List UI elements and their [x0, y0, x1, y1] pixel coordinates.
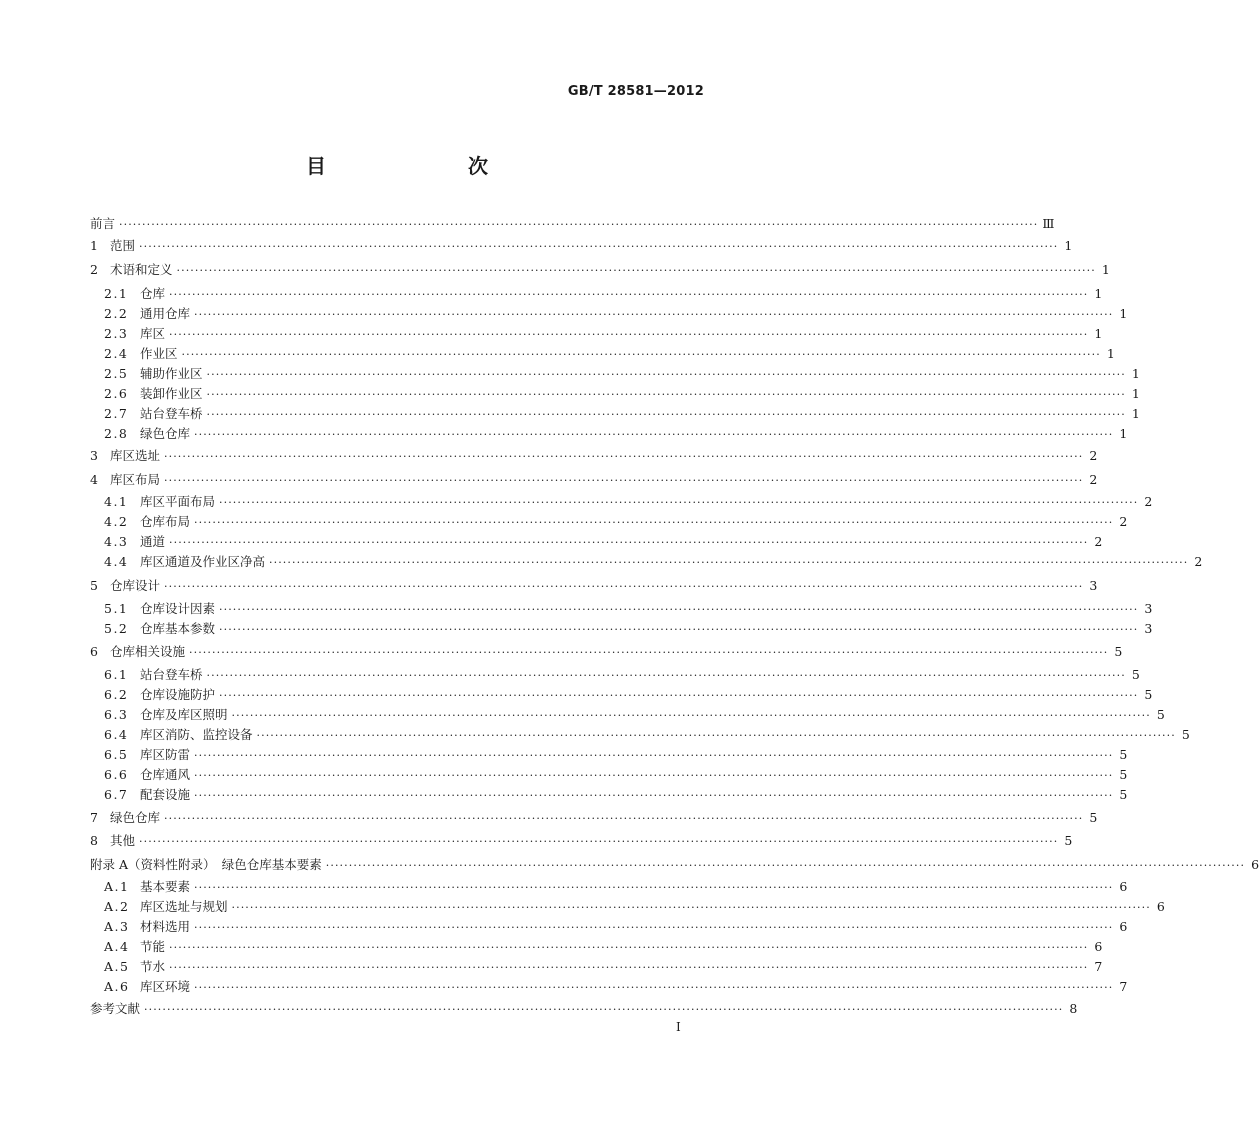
toc-entry-number: 4.3	[104, 534, 129, 549]
toc-entry[interactable]	[90, 599, 1153, 619]
toc-entry[interactable]	[90, 745, 1128, 765]
toc-entry-label: 库区通道及作业区净高	[140, 554, 266, 569]
toc-entry-label: 仓库设施防护	[140, 687, 216, 702]
toc-entry-label: 站台登车桥	[140, 667, 203, 682]
toc-entry-number: 5	[90, 578, 98, 593]
toc-entry[interactable]	[90, 214, 1055, 234]
toc-entry-page: 5	[1089, 810, 1098, 825]
toc-leader-dots: ········································································································································································································	[181, 348, 1101, 361]
toc-leader-dots: ········································································································································································································	[194, 428, 1114, 441]
toc-entry-label: 附录 A（资料性附录） 绿色仓库基本要素	[90, 857, 322, 872]
toc-entry-number: 8	[90, 833, 98, 848]
toc-entry-label: 基本要素	[140, 879, 191, 894]
toc-entry-number: 6.5	[104, 747, 129, 762]
toc-entry[interactable]	[90, 725, 1190, 745]
toc-leader-dots: ········································································································································································································	[169, 961, 1089, 974]
toc-entry-number: 2.4	[104, 346, 129, 361]
toc-leader-dots: ········································································································································································································	[194, 981, 1114, 994]
toc-entry-page: 2	[1089, 472, 1098, 487]
toc-entry-page: 1	[1094, 326, 1103, 341]
toc-leader-dots: ········································································································································································································	[144, 1003, 1064, 1016]
toc-leader-dots: ········································································································································································································	[206, 669, 1126, 682]
toc-entry-label: 范围	[110, 238, 136, 253]
toc-entry-number: 2.6	[104, 386, 129, 401]
toc-entry-page: Ⅲ	[1042, 216, 1055, 231]
toc-entry[interactable]	[90, 284, 1103, 304]
toc-entry-page: 1	[1119, 426, 1128, 441]
toc-leader-dots: ········································································································································································································	[194, 881, 1114, 894]
toc-entry-label: 仓库相关设施	[110, 644, 186, 659]
toc-entry[interactable]	[90, 977, 1128, 997]
toc-entry-number: 6.7	[104, 787, 129, 802]
toc-entry-number: 2.3	[104, 326, 129, 341]
toc-entry-number: 5.1	[104, 601, 129, 616]
toc-entry[interactable]	[90, 384, 1140, 404]
toc-entry[interactable]	[90, 999, 1078, 1019]
toc-leader-dots: ········································································································································································································	[206, 368, 1126, 381]
toc-entry-label: 仓库布局	[140, 514, 191, 529]
toc-entry[interactable]	[90, 552, 1203, 572]
toc-leader-dots: ········································································································································································································	[139, 835, 1059, 848]
toc-leader-dots: ········································································································································································································	[256, 729, 1176, 742]
toc-entry-number: A.3	[104, 919, 130, 934]
toc-entry-number: 4.1	[104, 494, 129, 509]
toc-leader-dots: ········································································································································································································	[194, 516, 1114, 529]
toc-entry-page: 1	[1094, 286, 1103, 301]
toc-entry-label: 术语和定义	[110, 262, 173, 277]
toc-entry[interactable]	[90, 324, 1103, 344]
toc-entry-number: A.6	[104, 979, 130, 994]
toc-entry[interactable]	[90, 304, 1128, 324]
toc-entry-number: 6	[90, 644, 98, 659]
toc-leader-dots: ········································································································································································································	[176, 264, 1096, 277]
toc-entry-label: 仓库通风	[140, 767, 191, 782]
toc-entry-number: A.1	[104, 879, 130, 894]
toc-entry[interactable]	[90, 236, 1073, 256]
toc-entry-label: 其他	[110, 833, 136, 848]
toc-entry[interactable]	[90, 492, 1153, 512]
toc-entry-number: 4.2	[104, 514, 129, 529]
toc-entry-page: 2	[1119, 514, 1128, 529]
toc-entry-page: 6	[1119, 879, 1128, 894]
toc-leader-dots: ········································································································································································································	[189, 646, 1109, 659]
toc-leader-dots: ········································································································································································································	[119, 218, 1039, 231]
toc-entry-label: 配套设施	[140, 787, 191, 802]
toc-entry[interactable]	[90, 785, 1128, 805]
toc-entry-page: 1	[1131, 366, 1140, 381]
toc-entry-label: 仓库设计因素	[140, 601, 216, 616]
standard-code: GB/T 28581—2012	[567, 84, 704, 99]
toc-entry-page: 2	[1144, 494, 1153, 509]
toc-entry-label: 仓库设计	[110, 578, 161, 593]
toc-entry-label: 库区	[140, 326, 166, 341]
toc-leader-dots: ········································································································································································································	[206, 408, 1126, 421]
toc-leader-dots: ········································································································································································································	[194, 749, 1114, 762]
toc-entry[interactable]	[90, 957, 1103, 977]
toc-entry[interactable]	[90, 619, 1153, 639]
toc-leader-dots: ········································································································································································································	[219, 496, 1139, 509]
toc-entry-label: 装卸作业区	[140, 386, 203, 401]
toc-leader-dots: ········································································································································································································	[169, 536, 1089, 549]
toc-entry[interactable]	[90, 937, 1103, 957]
toc-leader-dots: ········································································································································································································	[206, 388, 1126, 401]
toc-entry-page: 5	[1144, 687, 1153, 702]
toc-entry[interactable]	[90, 404, 1140, 424]
toc-entry[interactable]	[90, 344, 1115, 364]
toc-entry-page: 5	[1131, 667, 1140, 682]
toc-entry-label: 材料选用	[140, 919, 191, 934]
toc-leader-dots: ········································································································································································································	[169, 288, 1089, 301]
toc-entry-label: 作业区	[140, 346, 178, 361]
toc-entry-page: 5	[1119, 767, 1128, 782]
toc-entry-label: 绿色仓库	[140, 426, 191, 441]
toc-entry-label: 库区平面布局	[140, 494, 216, 509]
toc-entry[interactable]	[90, 855, 1259, 875]
toc-leader-dots: ········································································································································································································	[164, 450, 1084, 463]
toc-entry-page: 1	[1119, 306, 1128, 321]
toc-leader-dots: ········································································································································································································	[325, 859, 1246, 872]
toc-entry-label: 节能	[140, 939, 166, 954]
toc-entry-number: 2.8	[104, 426, 129, 441]
toc-entry-label: 通道	[140, 534, 166, 549]
toc-entry[interactable]	[90, 897, 1165, 917]
toc-entry-number: 6.6	[104, 767, 129, 782]
toc-entry-page: 6	[1156, 899, 1165, 914]
toc-entry[interactable]	[90, 260, 1110, 280]
toc-entry-page: 2	[1094, 534, 1103, 549]
toc-entry[interactable]	[90, 877, 1128, 897]
page-number: I	[676, 1020, 681, 1034]
toc-entry-page: 2	[1089, 448, 1098, 463]
toc-leader-dots: ········································································································································································································	[219, 623, 1139, 636]
toc-entry-number: 2	[90, 262, 98, 277]
toc-entry[interactable]	[90, 831, 1073, 851]
toc-entry-page: 2	[1194, 554, 1203, 569]
toc-entry-page: 1	[1064, 238, 1073, 253]
toc-entry[interactable]	[90, 470, 1098, 490]
toc-entry-number: 5.2	[104, 621, 129, 636]
toc-entry-label: 库区选址与规划	[140, 899, 228, 914]
toc-entry-page: 1	[1131, 386, 1140, 401]
toc-entry-page: 3	[1089, 578, 1098, 593]
toc-entry-number: A.4	[104, 939, 130, 954]
toc-entry-label: 绿色仓库	[110, 810, 161, 825]
toc-entry-page: 5	[1119, 787, 1128, 802]
toc-entry[interactable]	[90, 364, 1140, 384]
toc-leader-dots: ········································································································································································································	[219, 603, 1139, 616]
toc-entry-number: A.5	[104, 959, 130, 974]
toc-entry-label: 库区防雷	[140, 747, 191, 762]
page-title: 目 次	[306, 154, 522, 178]
toc-entry-page: 3	[1144, 601, 1153, 616]
toc-entry-number: 1	[90, 238, 98, 253]
toc-entry-page: 5	[1181, 727, 1190, 742]
toc-entry[interactable]	[90, 808, 1098, 828]
toc-entry-label: 库区选址	[110, 448, 161, 463]
toc-entry[interactable]	[90, 642, 1123, 662]
toc-entry-page: 5	[1156, 707, 1165, 722]
toc-leader-dots: ········································································································································································································	[194, 789, 1114, 802]
toc-leader-dots: ········································································································································································································	[194, 921, 1114, 934]
toc-entry-number: 6.1	[104, 667, 129, 682]
toc-leader-dots: ········································································································································································································	[219, 689, 1139, 702]
toc-entry-label: 仓库及库区照明	[140, 707, 228, 722]
toc-entry-page: 6	[1119, 919, 1128, 934]
toc-entry-label: 库区布局	[110, 472, 161, 487]
toc-entry-label: 仓库基本参数	[140, 621, 216, 636]
toc-entry-number: 2.2	[104, 306, 129, 321]
toc-entry-page: 6	[1251, 857, 1259, 872]
toc-entry-label: 节水	[140, 959, 166, 974]
toc-entry-number: 2.7	[104, 406, 129, 421]
toc-entry-label: 参考文献	[90, 1001, 141, 1016]
toc-entry[interactable]	[90, 424, 1128, 444]
toc-leader-dots: ········································································································································································································	[231, 901, 1151, 914]
toc-entry-page: 1	[1131, 406, 1140, 421]
toc-entry-number: 2.1	[104, 286, 129, 301]
toc-entry-label: 通用仓库	[140, 306, 191, 321]
toc-entry-number: 7	[90, 810, 98, 825]
toc-leader-dots: ········································································································································································································	[231, 709, 1151, 722]
toc-entry[interactable]	[90, 665, 1140, 685]
toc-entry[interactable]	[90, 446, 1098, 466]
toc-entry-label: 仓库	[140, 286, 166, 301]
toc-entry-number: 3	[90, 448, 98, 463]
toc-leader-dots: ········································································································································································································	[164, 474, 1084, 487]
toc-entry[interactable]	[90, 705, 1165, 725]
toc-entry-number: 2.5	[104, 366, 129, 381]
toc-entry-page: 5	[1119, 747, 1128, 762]
toc-entry-page: 5	[1064, 833, 1073, 848]
toc-entry-number: 4.4	[104, 554, 129, 569]
toc-leader-dots: ········································································································································································································	[164, 812, 1084, 825]
toc-leader-dots: ········································································································································································································	[194, 308, 1114, 321]
toc-leader-dots: ········································································································································································································	[139, 240, 1059, 253]
toc-entry-number: 6.2	[104, 687, 129, 702]
toc-leader-dots: ········································································································································································································	[194, 769, 1114, 782]
toc-entry-page: 6	[1094, 939, 1103, 954]
toc-entry[interactable]	[90, 532, 1103, 552]
toc-entry-number: A.2	[104, 899, 130, 914]
toc-entry[interactable]	[90, 685, 1153, 705]
toc-leader-dots: ········································································································································································································	[164, 580, 1084, 593]
toc-entry-page: 1	[1101, 262, 1110, 277]
toc-entry-page: 7	[1094, 959, 1103, 974]
toc-leader-dots: ········································································································································································································	[169, 328, 1089, 341]
toc-entry-number: 6.4	[104, 727, 129, 742]
toc-entry-number: 6.3	[104, 707, 129, 722]
toc-entry[interactable]	[90, 512, 1128, 532]
toc-entry-label: 辅助作业区	[140, 366, 203, 381]
toc-entry-page: 5	[1114, 644, 1123, 659]
toc-leader-dots: ········································································································································································································	[269, 556, 1189, 569]
toc-entry-number: 4	[90, 472, 98, 487]
toc-entry-label: 站台登车桥	[140, 406, 203, 421]
toc-entry-page: 7	[1119, 979, 1128, 994]
toc-entry-page: 1	[1106, 346, 1115, 361]
toc-entry[interactable]	[90, 765, 1128, 785]
toc-entry-label: 前言	[90, 216, 116, 231]
toc-entry-label: 库区消防、监控设备	[140, 727, 253, 742]
toc-entry[interactable]	[90, 917, 1128, 937]
toc-entry-page: 8	[1069, 1001, 1078, 1016]
toc-entry-label: 库区环境	[140, 979, 191, 994]
toc-entry-page: 3	[1144, 621, 1153, 636]
toc-leader-dots: ········································································································································································································	[169, 941, 1089, 954]
toc-entry[interactable]	[90, 576, 1098, 596]
